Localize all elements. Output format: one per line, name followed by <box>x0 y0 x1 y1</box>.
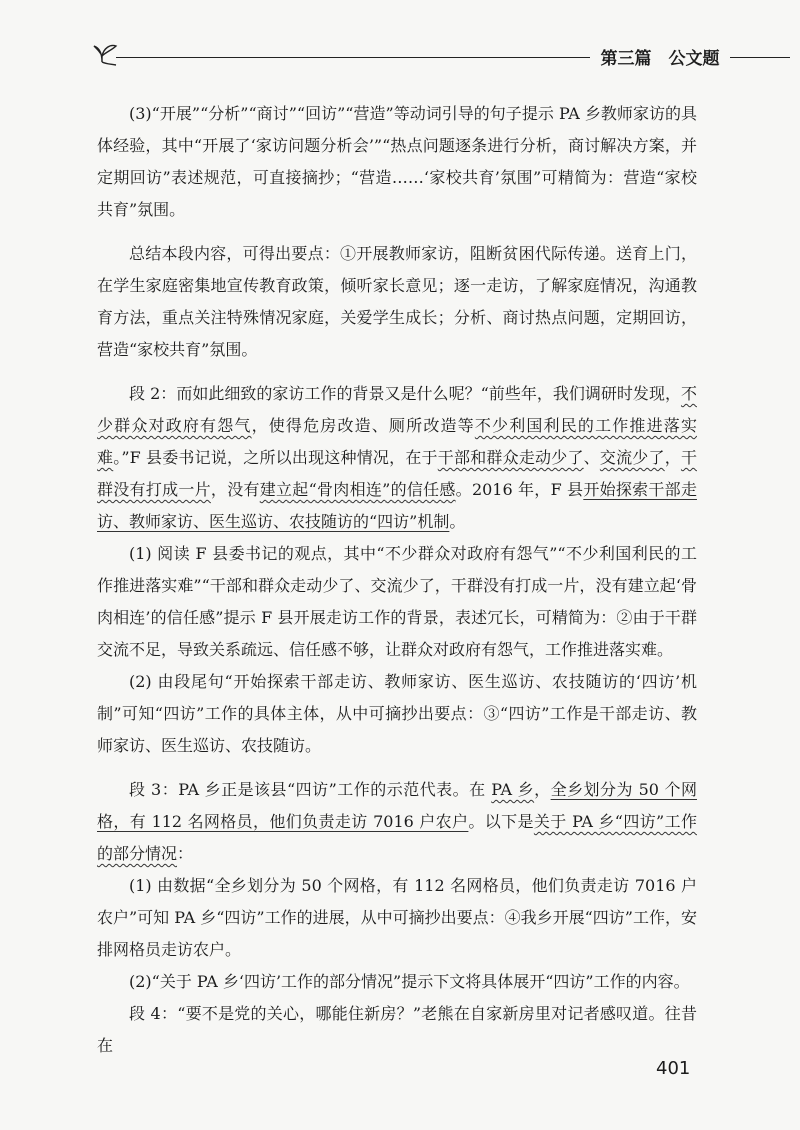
paragraph-4: (2) 由段尾句“开始探索干部走访、教师家访、医生巡访、农技随访的‘四访’机制”可知“四访”工作的具体主体，从中可摘抄出要点：③“四访”工作是干部走访、教师家访、医生巡访、农技随访。 <box>97 672 697 755</box>
source-paragraph-3: 段 3：PA 乡正是该县“四访”工作的示范代表。在 PA 乡，全乡划分为 50 个网格，有 112 名网格员，他们负责走访 7016 户农户。以下是关于 PA 乡“四访”工作的部分情况： <box>97 780 697 863</box>
header-rule-right <box>730 57 790 58</box>
page-header <box>90 38 790 68</box>
header-rule <box>116 57 590 58</box>
annotated-phrase: 全乡划分为 50 个网格，有 112 名网格员，他们负责走访 7016 户农户 <box>97 780 697 831</box>
annotated-phrase: 建立起“骨肉相连”的信任感 <box>259 480 456 499</box>
annotated-phrase: 不少利国利民的工作推进落实难 <box>97 416 697 467</box>
annotated-phrase: 开始探索干部走访、教师家访、医生巡访、农技随访的“四访”机制 <box>97 480 697 531</box>
paragraph-6: (2)“关于 PA 乡‘四访’工作的部分情况”提示下文将具体展开“四访”工作的内容。 <box>129 972 690 991</box>
annotated-phrase: 关于 PA 乡“四访”工作的部分情况 <box>97 812 697 863</box>
header-title: 第三篇 公文题 <box>600 49 720 69</box>
paragraph-summary: 总结本段内容，可得出要点：①开展教师家访，阻断贫困代际传递。送育上门，在学生家庭密集地宣传教育政策，倾听家长意见；逐一走访，了解家庭情况，沟通教育方法，重点关注特殊情况家庭，关爱学生成长；分析、商讨热点问题，定期回访，营造“家校共育”氛围。 <box>97 244 697 359</box>
page-body <box>97 98 697 1062</box>
annotated-phrase: PA 乡 <box>491 780 535 799</box>
page-number: 401 <box>656 1058 691 1079</box>
paragraph-3: (1) 阅读 F 县委书记的观点，其中“不少群众对政府有怨气”“不少利国利民的工作推进落实难”“干部和群众走动少了、交流少了，干群没有打成一片，没有建立起‘骨肉相连’的信任感”提示 F 县开展走访工作的背景，表述冗长，可精简为：②由于干群交流不足，导致关系疏远、信任感不够，让群众对政府有怨气，工作推进落实难。 <box>97 544 697 659</box>
source-paragraph-4: 段 4：“要不是党的关心，哪能住新房？”老熊在自家新房里对记者感叹道。往昔在 <box>97 1004 697 1055</box>
paragraph-1: (3)“开展”“分析”“商讨”“回访”“营造”等动词引导的句子提示 PA 乡教师家访的具体经验，其中“开展了‘家访问题分析会’”“热点问题逐条进行分析，商讨解决方案，并定期回访”表述规范，可直接摘抄；“营造……‘家校共育’氛围”可精简为：营造“家校共育”氛围。 <box>97 104 697 219</box>
paragraph-5: (1) 由数据“全乡划分为 50 个网格，有 112 名网格员，他们负责走访 7016 户农户”可知 PA 乡“四访”工作的进展，从中可摘抄出要点：④我乡开展“四访”工作，安排网格员走访农户。 <box>97 876 697 959</box>
source-paragraph-2: 段 2：而如此细致的家访工作的背景又是什么呢？“前些年，我们调研时发现，不少群众对政府有怨气，使得危房改造、厕所改造等不少利国利民的工作推进落实难。”F 县委书记说，之所以出现这种情况，在于干部和群众走动少了、交流少了，干群没有打成一片，没有建立起“骨肉相连”的信任感。2016 年，F 县开始探索干部走访、教师家访、医生巡访、农技随访的“四访”机制。 <box>97 384 697 531</box>
sprout-icon <box>90 38 120 68</box>
annotated-phrase: 干部和群众走动少了 <box>437 448 584 467</box>
annotated-phrase: 交流少了 <box>599 448 665 467</box>
annotated-phrase: 干群没有打成一片 <box>97 448 697 499</box>
annotated-phrase: 不少群众对政府有怨气 <box>97 384 697 435</box>
